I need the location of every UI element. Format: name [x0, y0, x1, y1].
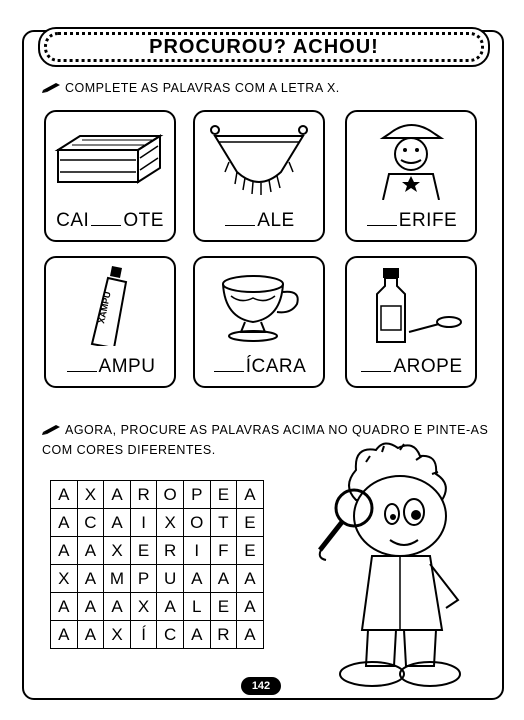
grid-cell[interactable]: T — [210, 509, 237, 537]
word-xerife: ERIFE — [347, 210, 475, 232]
grid-cell[interactable]: X — [104, 537, 131, 565]
grid-cell[interactable]: O — [157, 481, 184, 509]
grid-cell[interactable]: X — [130, 593, 157, 621]
box-icon — [52, 116, 168, 200]
grid-cell[interactable]: F — [210, 537, 237, 565]
sheriff-icon — [353, 116, 469, 200]
grid-cell[interactable]: E — [210, 481, 237, 509]
grid-row — [51, 509, 264, 537]
grid-cell[interactable]: A — [237, 621, 264, 649]
grid-cell[interactable]: I — [183, 537, 210, 565]
grid-cell[interactable]: A — [51, 509, 78, 537]
answer-blank[interactable] — [214, 370, 244, 372]
grid-cell[interactable]: P — [130, 565, 157, 593]
word-card-xicara — [193, 256, 325, 388]
grid-cell[interactable]: O — [183, 509, 210, 537]
grid-cell[interactable]: A — [77, 565, 104, 593]
pencil-icon — [42, 81, 62, 93]
syrup-bottle-icon — [353, 262, 469, 346]
word-xampu: AMPU — [46, 356, 174, 378]
grid-cell[interactable]: I — [130, 509, 157, 537]
grid-row — [51, 481, 264, 509]
grid-cell[interactable]: X — [77, 481, 104, 509]
grid-cell[interactable]: E — [130, 537, 157, 565]
word-xarope: AROPE — [347, 356, 475, 378]
grid-cell[interactable]: M — [104, 565, 131, 593]
page-title: PROCUROU? ACHOU! — [139, 36, 389, 59]
grid-cell[interactable]: A — [237, 593, 264, 621]
grid-cell[interactable]: A — [77, 621, 104, 649]
grid-cell[interactable]: A — [104, 593, 131, 621]
grid-cell[interactable]: L — [183, 593, 210, 621]
grid-cell[interactable]: A — [51, 537, 78, 565]
shampoo-bottle-icon — [52, 262, 168, 346]
grid-cell[interactable]: A — [77, 537, 104, 565]
grid-cell[interactable]: X — [51, 565, 78, 593]
word-card-xale — [193, 110, 325, 242]
answer-blank[interactable] — [361, 370, 391, 372]
grid-row — [51, 537, 264, 565]
boy-with-magnifying-glass-illustration — [296, 440, 476, 690]
grid-cell[interactable]: E — [237, 537, 264, 565]
word-xicara: ÍCARA — [195, 356, 323, 378]
instruction-2-line-1: AGORA, PROCURE AS PALAVRAS ACIMA NO QUADRO E PINTE-AS — [65, 423, 489, 437]
grid-cell[interactable]: C — [77, 509, 104, 537]
answer-blank[interactable] — [67, 370, 97, 372]
grid-cell[interactable]: C — [157, 621, 184, 649]
grid-cell[interactable]: E — [210, 593, 237, 621]
word-search-grid — [50, 480, 264, 649]
grid-cell[interactable]: A — [51, 593, 78, 621]
grid-cell[interactable]: Í — [130, 621, 157, 649]
page-number: 142 — [241, 677, 281, 695]
grid-cell[interactable]: A — [51, 621, 78, 649]
shawl-icon — [201, 116, 317, 200]
grid-cell[interactable]: A — [157, 593, 184, 621]
grid-cell[interactable]: A — [210, 565, 237, 593]
instruction-2-line-2: COM CORES DIFERENTES. — [42, 443, 216, 457]
grid-cell[interactable]: A — [51, 481, 78, 509]
instruction-1 — [42, 78, 340, 98]
bottle-label: XAMPU — [96, 290, 113, 325]
answer-blank[interactable] — [225, 224, 255, 226]
teacup-icon — [201, 262, 317, 346]
title-banner — [38, 27, 490, 67]
word-card-caixote — [44, 110, 176, 242]
word-card-xampu — [44, 256, 176, 388]
grid-cell[interactable]: A — [237, 481, 264, 509]
grid-cell[interactable]: R — [157, 537, 184, 565]
grid-row — [51, 593, 264, 621]
grid-cell[interactable]: X — [157, 509, 184, 537]
instruction-1-text: COMPLETE AS PALAVRAS COM A LETRA X. — [65, 81, 340, 95]
grid-cell[interactable]: A — [77, 593, 104, 621]
grid-cell[interactable]: R — [210, 621, 237, 649]
grid-cell[interactable]: A — [183, 565, 210, 593]
grid-cell[interactable]: A — [237, 565, 264, 593]
grid-cell[interactable]: X — [104, 621, 131, 649]
grid-cell[interactable]: P — [183, 481, 210, 509]
word-card-xarope — [345, 256, 477, 388]
answer-blank[interactable] — [367, 224, 397, 226]
word-caixote: CAI OTE — [56, 210, 164, 231]
grid-row — [51, 565, 264, 593]
grid-cell[interactable]: E — [237, 509, 264, 537]
word-xale: ALE — [195, 210, 323, 232]
grid-cell[interactable]: R — [130, 481, 157, 509]
grid-cell[interactable]: A — [104, 509, 131, 537]
grid-row — [51, 621, 264, 649]
grid-cell[interactable]: U — [157, 565, 184, 593]
word-card-xerife — [345, 110, 477, 242]
grid-cell[interactable]: A — [183, 621, 210, 649]
answer-blank[interactable] — [91, 224, 121, 226]
grid-cell[interactable]: A — [104, 481, 131, 509]
pencil-icon — [42, 423, 62, 435]
